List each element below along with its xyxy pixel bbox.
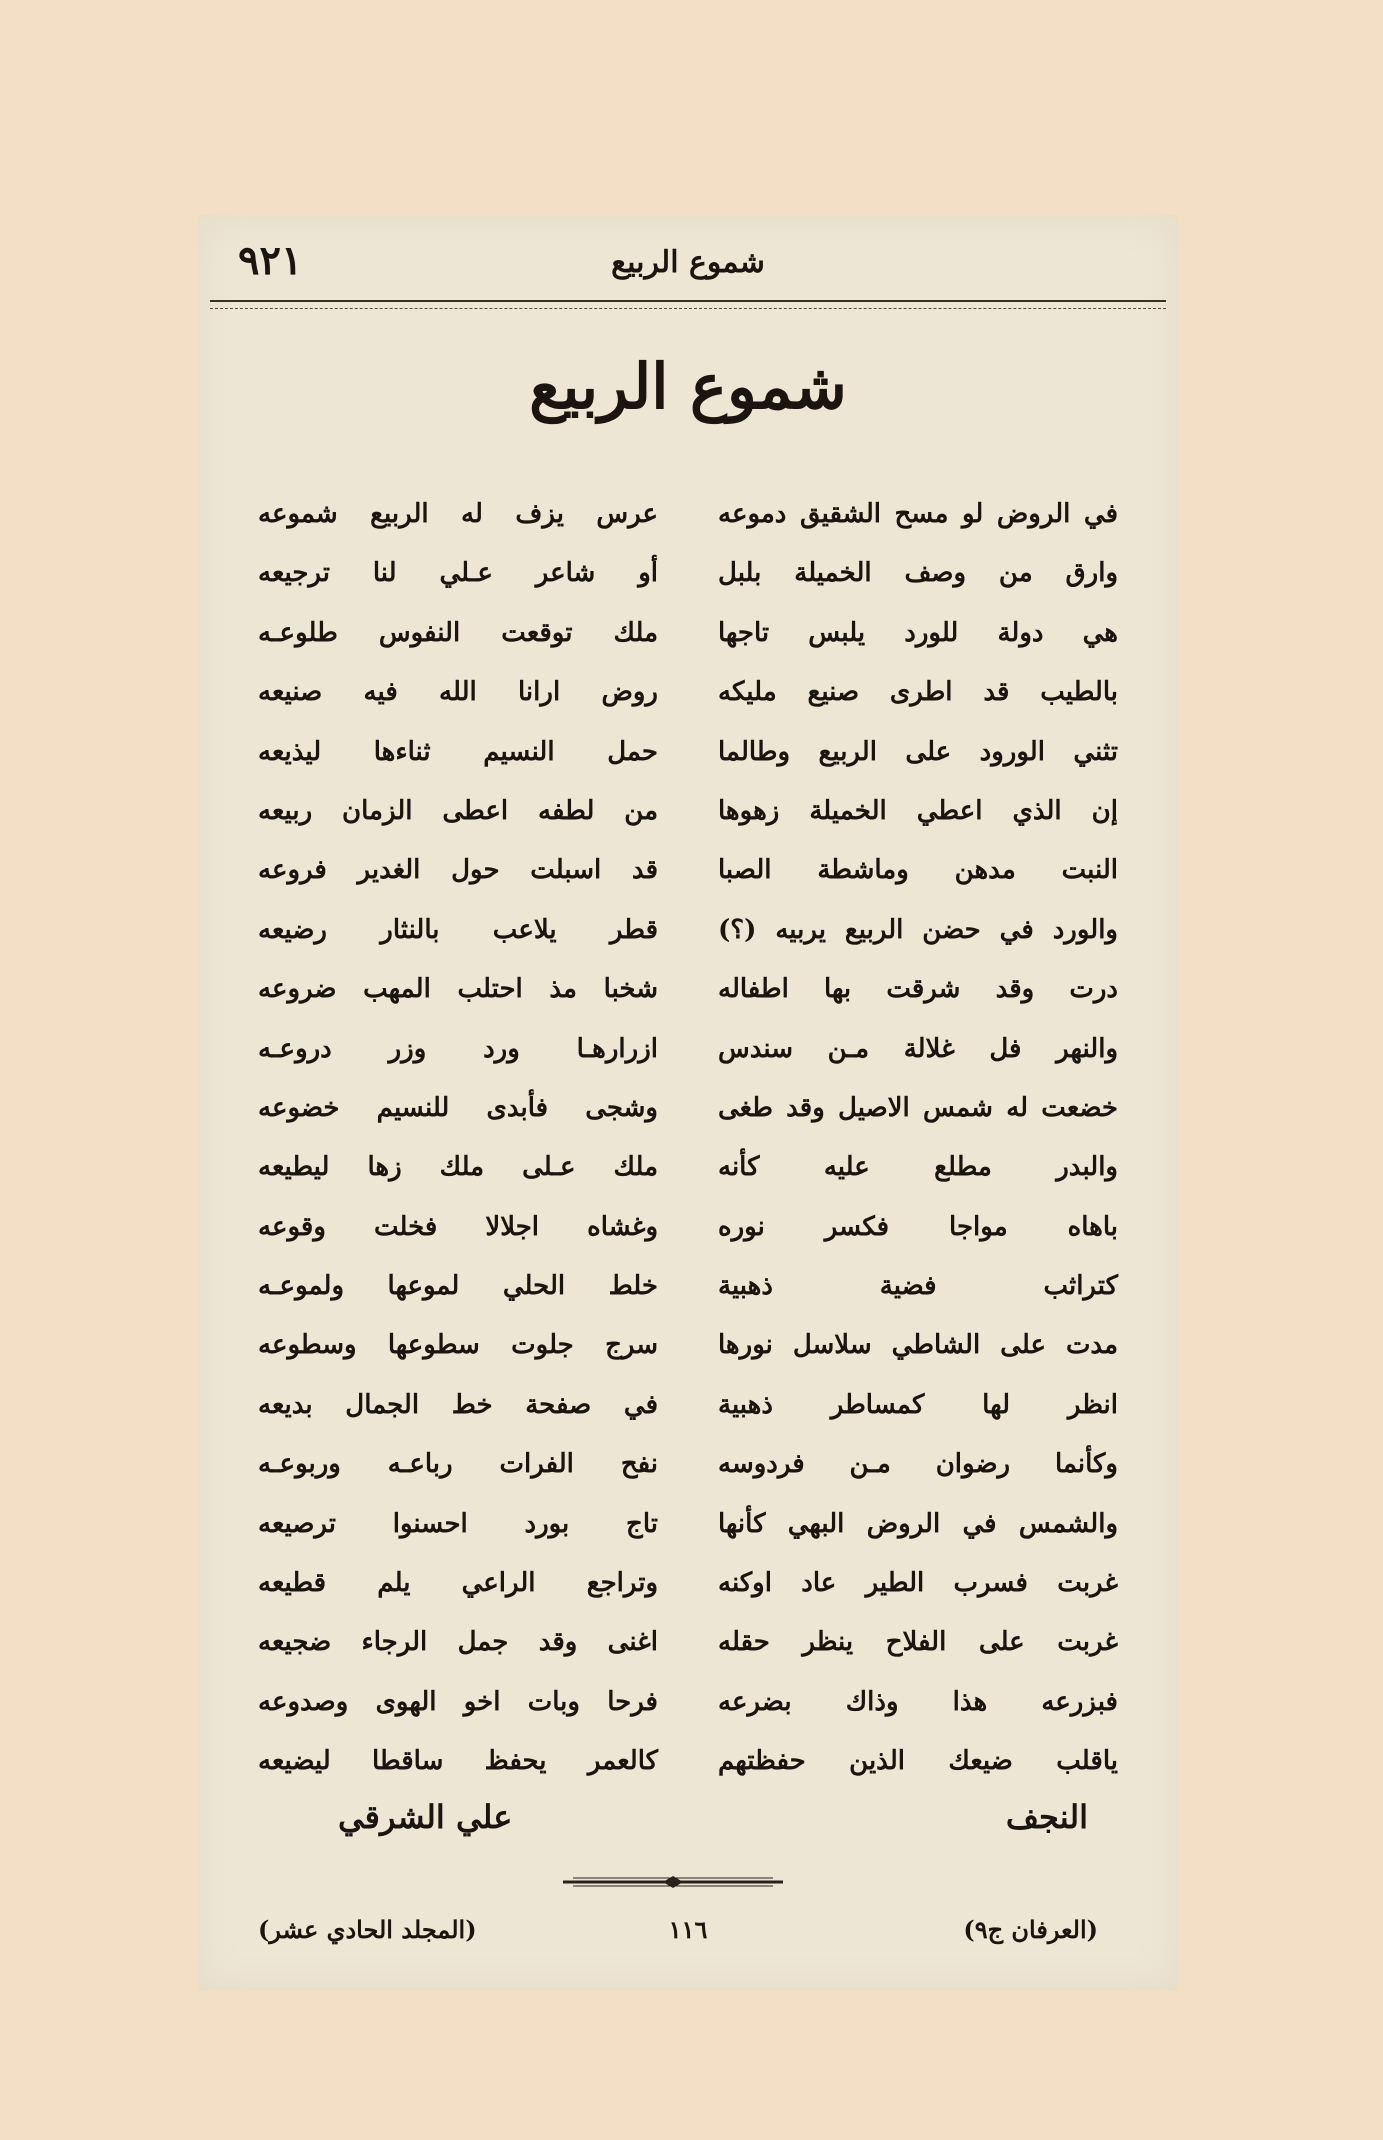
verse [258, 1495, 1118, 1554]
verse-second-hemistich: من لطفه اعطى الزمان ربيعه [258, 795, 658, 826]
verse [258, 1613, 1118, 1672]
verse [258, 1198, 1118, 1257]
verse [258, 1138, 1118, 1197]
verse-second-hemistich: ملك عـلى ملك زها ليطيعه [258, 1152, 658, 1183]
verse-first-hemistich: وكأنما رضوان مـن فردوسه [718, 1449, 1118, 1480]
signoff [258, 1798, 1118, 1848]
volume-page-number: ١١٦ [668, 1915, 708, 1944]
verse-first-hemistich: في الروض لو مسح الشقيق دموعه [718, 499, 1118, 529]
verse-second-hemistich: في صفحة خط الجمال بديعه [258, 1389, 658, 1420]
verse-first-hemistich: بالطيب قد اطرى صنيع مليكه [718, 677, 1118, 708]
verse-first-hemistich: إن الذي اعطي الخميلة زهوها [718, 795, 1118, 826]
verse [258, 723, 1118, 782]
verse-first-hemistich: والورد في حضن الربيع يربيه (؟) [718, 914, 1118, 945]
verse-first-hemistich: تثني الورود على الربيع وطالما [718, 736, 1118, 767]
verse-second-hemistich: اغنى وقد جمل الرجاء ضجيعه [258, 1627, 658, 1658]
verse-first-hemistich: هي دولة للورد يلبس تاجها [718, 617, 1118, 648]
verse [258, 1316, 1118, 1375]
verse-second-hemistich: وتراجع الراعي يلم قطيعه [258, 1568, 658, 1599]
verse-first-hemistich: خضعت له شمس الاصيل وقد طغى [718, 1092, 1118, 1123]
place-name: النجف [1005, 1798, 1088, 1836]
verse [258, 901, 1118, 960]
verse-first-hemistich: وارق من وصف الخميلة بلبل [718, 558, 1118, 589]
verse-first-hemistich: النبت مدهن وماشطة الصبا [718, 855, 1118, 886]
page-footer [198, 1915, 1178, 1955]
verse-first-hemistich: انظر لها كمساطر ذهبية [718, 1389, 1118, 1420]
verse-second-hemistich: عرس يزف له الربيع شموعه [258, 499, 658, 529]
verse-second-hemistich: فرحا وبات اخو الهوى وصدوعه [258, 1686, 658, 1717]
verse-second-hemistich: نفح الفرات رباعـه وربوعـه [258, 1449, 658, 1480]
running-title: شموع الربيع [611, 245, 765, 280]
poem-title: شموع الربيع [529, 350, 847, 423]
verse [258, 604, 1118, 663]
verse [258, 1257, 1118, 1316]
verse-second-hemistich: سرج جلوت سطوعها وسطوعه [258, 1330, 658, 1361]
verse [258, 1376, 1118, 1435]
verse [258, 1554, 1118, 1613]
verse [258, 663, 1118, 722]
verse-second-hemistich: وشجى فأبدى للنسيم خضوعه [258, 1092, 658, 1123]
verse [258, 782, 1118, 841]
verse-second-hemistich: كالعمر يحفظ ساقطا ليضيعه [258, 1746, 658, 1777]
verse-second-hemistich: أو شاعر عـلي لنا ترجيعه [258, 558, 658, 589]
verse-first-hemistich: فبزرعه هذا وذاك بضرعه [718, 1686, 1118, 1717]
verse-first-hemistich: كتراثب فضية ذهبية [718, 1271, 1118, 1302]
verse [258, 1079, 1118, 1138]
verse-first-hemistich: والنهر فل غلالة مـن سندس [718, 1033, 1118, 1064]
verse-second-hemistich: تاج بورد احسنوا ترصيعه [258, 1508, 658, 1539]
verse [258, 1673, 1118, 1732]
verse-first-hemistich: غربت على الفلاح ينظر حقله [718, 1627, 1118, 1658]
verse [258, 841, 1118, 900]
verse-first-hemistich: درت وقد شرقت بها اطفاله [718, 974, 1118, 1005]
verse-first-hemistich: باهاه مواجا فكسر نوره [718, 1211, 1118, 1242]
verse-second-hemistich: قد اسبلت حول الغدير فروعه [258, 855, 658, 886]
verse-second-hemistich: شخبا مذ احتلب المهب ضروعه [258, 974, 658, 1005]
verse-first-hemistich: والبدر مطلع عليه كأنه [718, 1152, 1118, 1183]
verse-second-hemistich: خلط الحلي لموعها ولموعـه [258, 1271, 658, 1302]
running-header [198, 237, 1178, 287]
verse-second-hemistich: وغشاه اجلالا فخلت وقوعه [258, 1211, 658, 1242]
verse-second-hemistich: ازرارهـا ورد وزر دروعـه [258, 1033, 658, 1064]
journal-page [198, 215, 1178, 1990]
verse-second-hemistich: ملك توقعت النفوس طلوعـه [258, 617, 658, 648]
verse [258, 1435, 1118, 1494]
verse-first-hemistich: والشمس في الروض البهي كأنها [718, 1508, 1118, 1539]
verse-second-hemistich: روض ارانا الله فيه صنيعه [258, 677, 658, 708]
author-name: علي الشرقي [338, 1798, 513, 1836]
header-rule [210, 300, 1166, 309]
verse-second-hemistich: حمل النسيم ثناءها ليذيعه [258, 736, 658, 767]
ornament-divider [558, 1875, 788, 1889]
verse [258, 1020, 1118, 1079]
verse-first-hemistich: غربت فسرب الطير عاد اوكنه [718, 1568, 1118, 1599]
poem-body [258, 485, 1118, 1792]
verse-first-hemistich: مدت على الشاطي سلاسل نورها [718, 1330, 1118, 1361]
verse [258, 960, 1118, 1019]
verse-second-hemistich: قطر يلاعب بالنثار رضيعه [258, 914, 658, 945]
verse [258, 1732, 1118, 1791]
verse-first-hemistich: ياقلب ضيعك الذين حفظتهم [718, 1746, 1118, 1777]
page-number: ٩٢١ [238, 237, 303, 284]
journal-issue: (العرفان ج٩) [963, 1915, 1098, 1944]
verse [258, 485, 1118, 544]
verse [258, 544, 1118, 603]
volume-label: (المجلد الحادي عشر) [258, 1915, 477, 1944]
